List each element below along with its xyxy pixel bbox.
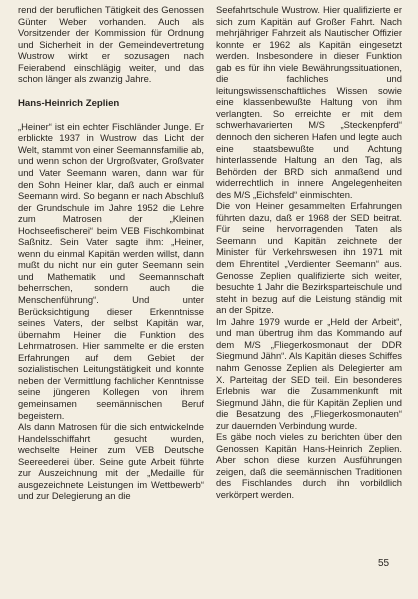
left-column (18, 4, 204, 502)
paragraph: Im Jahre 1979 wurde er „Held der Arbeit“, und man übertrug ihm das Kommando auf dem M/S „Fliegerkosmonaut der DDR Siegmund Jähn“. Als Kapitän dieses Schiffes nahm Genosse Zeplien als Delegierter am X. Parteitag der SED teil. Ein besonderes Erlebnis war die Zusammenkunft mit Siegmund Jähn, die für Kapitän Zeplien und die Besatzung des „Fliegerkosmonauten“ zur dauernden Verbindung wurde. (216, 315, 402, 431)
paragraph: Als dann Matrosen für die sich entwickelnde Handelsschiffahrt gesucht wurden, wechselte Heiner zum VEB Deutsche Seereederei über. Seine gute Arbeit führte zur Auszeichnung mit der „Medaille für ausgezeichnete Leistungen im Wettbewerb“ und zur Delegierung an die (18, 421, 204, 502)
paragraph: Die von Heiner gesammelten Erfahrungen führten dazu, daß er 1968 der SED beitrat. Für seine hervorragenden Taten als Seemann und Kapitän zeichnete der Minister für Verkehrswesen ihn 1971 mit dem Ehrentitel „Verdienter Seemann“ aus. Genosse Zeplien qualifizierte sich weiter, besuchte 1 Jahr die Bezirksparteischule und steht in bezug auf die Leistung ständig mit an der Spitze. (216, 200, 402, 316)
intro-paragraph: rend der beruflichen Tätigkeit des Genossen Günter Weber vorhanden. Auch als Vorsitzender der Kommission für Ordnung und Sicherheit in der Gemeindevertretung Wustrow wirkt er sozusagen nach Feierabend einschlägig weiter, und das schon länger als zwanzig Jahre. (18, 4, 204, 85)
right-column (216, 4, 402, 501)
section-heading: Hans-Heinrich Zeplien (18, 97, 120, 109)
paragraph: „Heiner“ ist ein echter Fischländer Junge. Er erblickte 1937 in Wustrow das Licht der Welt, stammt von einer Seemannsfamilie ab, und wenn schon der Urgroßvater, Großvater und Vater Seemann waren, dann war für den Sohn Heiner klar, daß auch er einmal Seemann wird. So begann er nach Abschluß der Grundschule im Jahre 1952 die Lehre zum Matrosen der „Kleinen Hochseefischerei“ beim VEB Fischkombinat Saßnitz. Sein Vater sagte ihm: „Heiner, wenn du einmal Kapitän werden willst, dann mußt du nicht nur ein guter Seemann sein und Mathematik und Seemannschaft beherrschen, sondern auch die Menschenführung“. Und unter Berücksichtigung dieser Erkenntnisse seines Vaters, der selbst Kapitän war, übernahm Heiner die Funktion des Lehrmatrosen. Hier sammelte er die ersten Erfahrungen auf dem Gebiet der sozialistischen Leitungstätigkeit und konnte neben der Vermittlung fachlicher Kenntnisse seine jüngeren Kollegen von ihrem gemeinsamen seemännischen Beruf begeistern. (18, 120, 204, 421)
paragraph: Seefahrtschule Wustrow. Hier qualifizierte er sich zum Kapitän auf Großer Fahrt. Nach mehrjähriger Fahrzeit als Nautischer Offizier konnte er 1962 als Kapitän eingesetzt werden. Insbesondere in dieser Funktion gab es für ihn viele Bewährungssituationen, die fachliches und leitungswissenschaftliches Wissen sowie eine klassenbewußte Haltung von ihm verlangten. So erreichte er mit dem schwerhavarierten M/S „Steckenpferd“ dennoch den sicheren Hafen und legte auch eine staatsbewußte und Achtung hinterlassende Haltung an den Tag, als Behörden der BRD sich anmaßend und widerrechtlich in innere Angelegenheiten des M/S „Eichsfeld“ einmischten. (216, 4, 402, 200)
paragraph: Es gäbe noch vieles zu berichten über den Genossen Kapitän Hans-Heinrich Zeplien. Aber schon diese kurzen Ausführungen zeigen, daß die seemännischen Traditionen des Fischlandes durch ihn vorbildlich verkörpert werden. (216, 431, 402, 500)
page-number: 55 (378, 558, 390, 569)
